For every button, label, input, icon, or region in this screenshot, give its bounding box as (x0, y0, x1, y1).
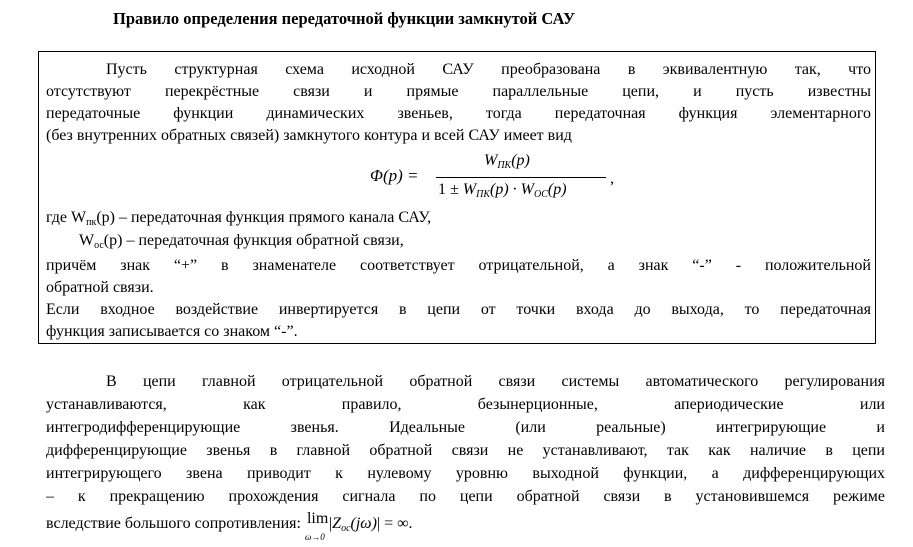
body-line-3: интегродифференцирующие звенья. Идеальные (или реальные) интегрирующие и (46, 419, 885, 436)
sign-line-2: обратной связи. (46, 279, 154, 296)
intro-line-4: (без внутренних обратных связей) замкнутого контура и всей САУ имеет вид (46, 127, 572, 144)
page-title: Правило определения передаточной функции замкнутой САУ (113, 9, 576, 28)
limit-operator: lim ω→0 (304, 510, 329, 542)
transfer-function-formula (370, 150, 630, 206)
body-line-6: – к прекращению прохождения сигнала по цепи обратной связи в установившемся режиме (46, 488, 885, 505)
formula-numerator: $W_{ПК}(p)$ (484, 152, 530, 171)
body-line-5: интегрирующего звена приводит к нулевому уровню выходной функции, а дифференцирующих (46, 465, 885, 482)
intro-line-3: передаточные функции динамических звеньев, тогда передаточная функция элементарного (46, 105, 871, 122)
body-line-1: В цепи главной отрицательной обратной связи системы автоматического регулирования (106, 373, 885, 390)
definition-feedback: $W_{ос}(p)$ – передаточная функция обратной связи, (79, 232, 404, 251)
body-line-4: дифференцирующие звенья в главной обратной связи не устанавливают, так как наличие в цепи (46, 442, 885, 459)
sign-line-1: причём знак “+” в знаменателе соответствует отрицательной, а знак “-” - положительной (46, 257, 871, 274)
intro-line-2: отсутствуют перекрёстные связи и прямые параллельные цепи, и пусть известны (46, 83, 871, 100)
body-last-line: вследствие большого сопротивления: lim ω→0 $|Z_{oc}(j\omega)|$ = ∞. (46, 510, 413, 542)
definition-forward: где $W_{пк}(p)$ – передаточная функция прямого канала САУ, (46, 209, 432, 228)
formula-fraction-bar (436, 177, 606, 178)
formula-comma: , (610, 170, 614, 187)
invert-line-1: Если входное воздействие инвертируется в цепи от точки входа до выхода, то передаточная (46, 301, 871, 318)
formula-lhs: Φ(p) = (370, 166, 419, 185)
body-line-2: устанавливаются, как правило, безынерционные, апериодические или (46, 396, 885, 413)
intro-line-1: Пусть структурная схема исходной САУ преобразована в эквивалентную так, что (106, 61, 871, 78)
formula-denominator: $1 \pm W_{ПК}(p) \cdot W_{ОС}(p)$ (438, 181, 567, 200)
invert-line-2: функция записывается со знаком “-”. (46, 323, 298, 340)
